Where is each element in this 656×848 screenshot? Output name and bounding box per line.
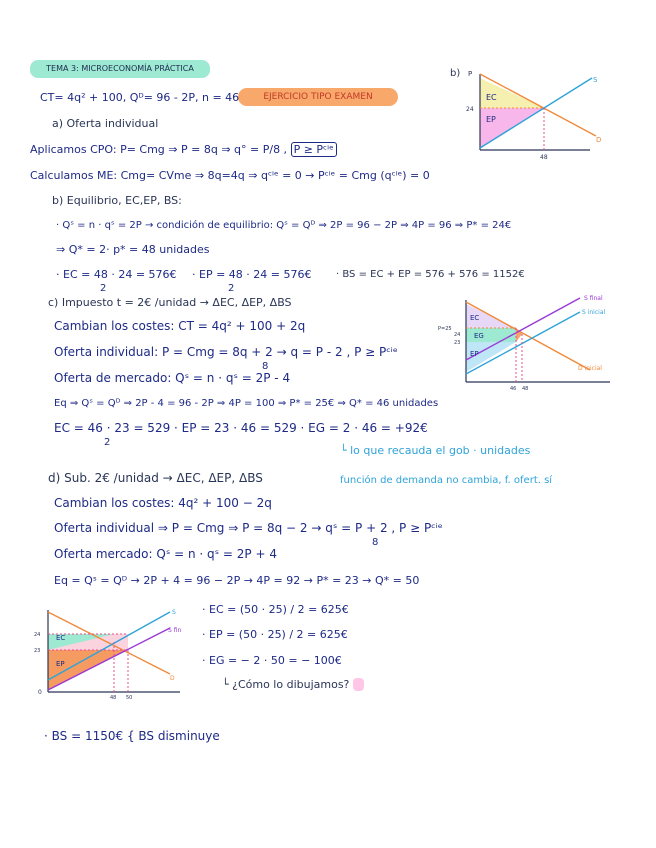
graph-c-p3: 23 (454, 340, 461, 346)
d-line4: Eq = Qˢ = Qᴰ → 2P + 4 = 96 − 2P → 4P = 92 → P* = 23 → Q* = 50 (54, 574, 420, 587)
bs-final: · BS = 1150€ { BS disminuye (44, 729, 220, 743)
graph-c-q2: 48 (522, 386, 529, 392)
graph-b-price: 24 (466, 106, 474, 113)
exam-tag: EJERCICIO TIPO EXAMEN (238, 88, 398, 106)
graph-d-p2: 23 (34, 648, 41, 654)
graph-b-s: S (593, 76, 598, 84)
b-line2: ⇒ Q* = 2· p* = 48 unidades (56, 243, 210, 256)
graph-b-qty: 48 (540, 154, 548, 161)
a-heading: a) Oferta individual (52, 117, 159, 130)
b-heading: b) Equilibrio, EC,EP, BS: (52, 194, 182, 207)
graph-d-q2: 50 (126, 695, 133, 700)
b-ep: · EP = 48 · 24 = 576€ (192, 268, 312, 281)
graph-b-p-axis: P (468, 70, 473, 78)
c-heading: c) Impuesto t = 2€ /unidad → ΔEC, ΔEP, ΔBS (48, 296, 292, 309)
c-note: └ lo que recauda el gob · unidades (340, 444, 531, 457)
d-ep: · EP = (50 · 25) / 2 = 625€ (202, 628, 348, 641)
b-ec-den: 2 (100, 283, 107, 294)
graph-c-s-inicial: S inicial (582, 309, 606, 316)
d-line1: Cambian los costes: 4q² + 100 − 2q (54, 496, 272, 510)
c-line3: Oferta de mercado: Qˢ = n · qˢ = 2P - 4 (54, 371, 291, 385)
graph-d (30, 604, 190, 700)
graph-d-s-final: S fin (168, 627, 182, 634)
graph-c (430, 290, 640, 396)
c-line5-den: 2 (104, 437, 111, 448)
graph-d-d: D (170, 675, 175, 682)
a-line1-text: Aplicamos CPO: P= Cmg ⇒ P = 8q ⇒ q° = P/8 , (30, 143, 291, 156)
graph-c-ep: EP (470, 350, 479, 358)
c-line2-den: 8 (262, 361, 269, 372)
d-line2-den: 8 (372, 537, 379, 548)
graph-b-ec: EC (486, 93, 497, 102)
graph-c-eg: EG (474, 332, 484, 340)
highlight-mark (353, 678, 365, 691)
topic-title: TEMA 3: MICROECONOMÍA PRÁCTICA (30, 60, 210, 78)
d-line2: Oferta individual ⇒ P = Cmg ⇒ P = 8q − 2 → qˢ = P + 2 , P ≥ Pᶜⁱᵉ (54, 521, 443, 535)
graph-d-p1: 24 (34, 632, 41, 638)
b-line1: · Qˢ = n · qˢ = 2P → condición de equilibrio: Qˢ = Qᴰ ⇒ 2P = 96 − 2P ⇒ 4P = 96 ⇒ P* = 24€ (56, 220, 512, 231)
a-line2: Calculamos ME: Cmg= CVme ⇒ 8q=4q ⇒ qᶜⁱᵉ = 0 → Pᶜⁱᵉ = Cmg (qᶜⁱᵉ) = 0 (30, 169, 430, 182)
graph-c-p2: 24 (454, 332, 461, 338)
d-heading: d) Sub. 2€ /unidad → ΔEC, ΔEP, ΔBS (48, 471, 263, 485)
b-ep-den: 2 (228, 283, 235, 294)
d-eg: · EG = − 2 · 50 = − 100€ (202, 654, 342, 667)
graph-b-label: b) (450, 68, 461, 79)
d-ec: · EC = (50 · 25) / 2 = 625€ (202, 603, 349, 616)
graph-d-ep: EP (56, 660, 65, 668)
graph-c-s-final: S final (584, 295, 603, 302)
d-question-text: └ ¿Cómo lo dibujamos? (222, 678, 350, 691)
c-line4: Eq ⇒ Qˢ = Qᴰ ⇒ 2P - 4 = 96 - 2P ⇒ 4P = 100 ⇒ P* = 25€ ⇒ Q* = 46 unidades (54, 398, 439, 409)
c-line5: EC = 46 · 23 = 529 · EP = 23 · 46 = 529 · EG = 2 · 46 = +92€ (54, 421, 428, 435)
graph-c-q1: 46 (510, 386, 517, 392)
b-ec: · EC = 48 · 24 = 576€ (56, 268, 177, 281)
a-line1 (30, 143, 337, 156)
d-line3: Oferta mercado: Qˢ = n · qˢ = 2P + 4 (54, 547, 277, 561)
problem-statement: CT= 4q² + 100, Qᴰ= 96 - 2P, n = 46 (40, 91, 240, 104)
graph-d-s: S (172, 609, 176, 616)
graph-b (440, 60, 610, 170)
graph-c-ec: EC (470, 314, 480, 322)
graph-d-origin: 0 (38, 689, 42, 696)
d-question (222, 678, 364, 691)
graph-d-q1: 48 (110, 695, 117, 700)
graph-d-ec: EC (56, 634, 66, 642)
graph-c-p1: P=25 (438, 326, 452, 332)
graph-b-ep: EP (486, 115, 496, 124)
graph-b-d: D (596, 136, 602, 144)
graph-c-d: D inicial (578, 365, 602, 372)
b-bs: · BS = EC + EP = 576 + 576 = 1152€ (336, 269, 525, 280)
c-line2: Oferta individual: P = Cmg = 8q + 2 → q = P - 2 , P ≥ Pᶜⁱᵉ (54, 345, 398, 359)
d-side-note: función de demanda no cambia, f. ofert. sí (340, 475, 553, 486)
c-line1: Cambian los costes: CT = 4q² + 100 + 2q (54, 319, 306, 333)
a-line1-box: P ≥ Pᶜⁱᵉ (291, 142, 337, 157)
